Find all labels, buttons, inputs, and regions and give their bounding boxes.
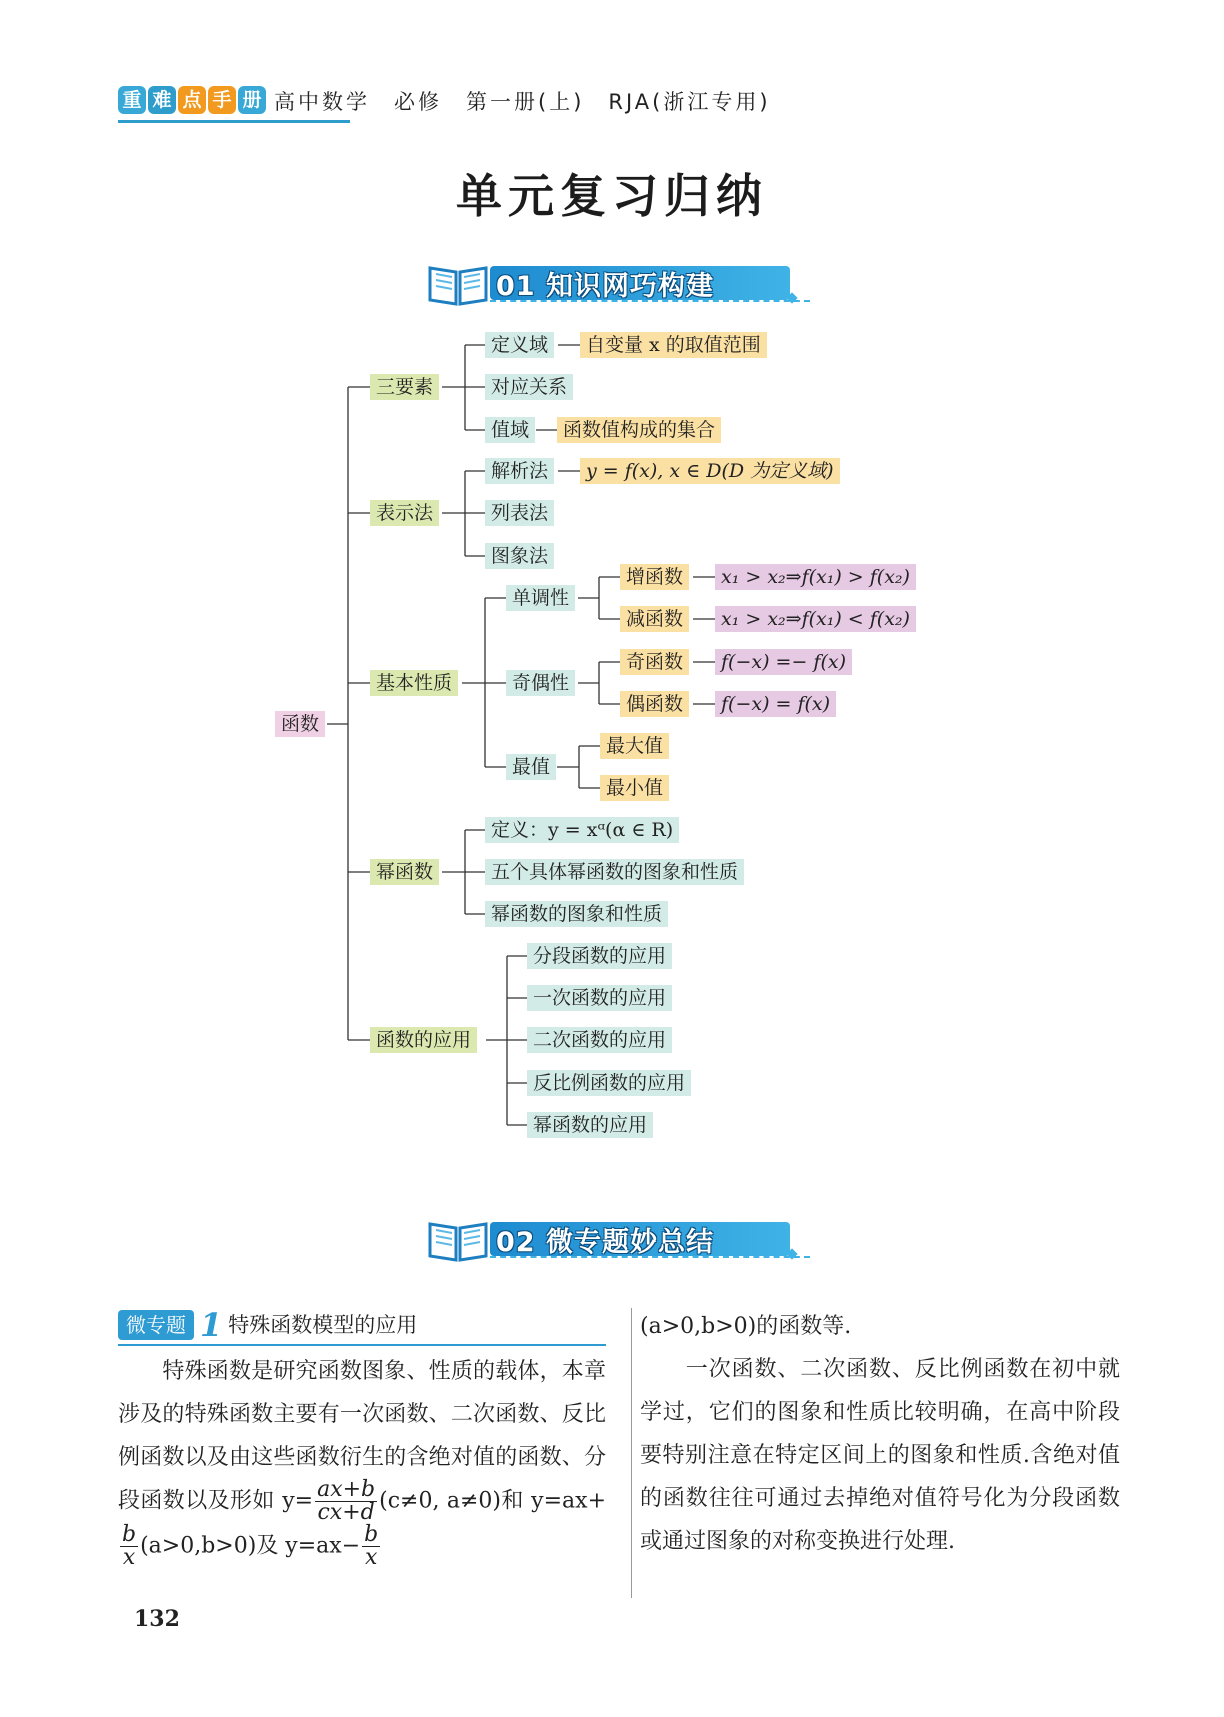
logo-char: 册 xyxy=(238,86,266,114)
book-meta: 高中数学 必修 第一册(上) RJA(浙江专用) xyxy=(274,90,771,114)
node-jiou: 奇偶性 xyxy=(506,670,575,696)
paragraph: 一次函数、二次函数、反比例函数在初中就学过，它们的图象和性质比较明确，在高中阶段要特别注意在特定区间上的图象和性质.含绝对值的函数往往可通过去掉绝对值符号化为分段函数或通过图象的对称变换进行处理. xyxy=(640,1357,1120,1554)
node-zeng-desc: x₁ > x₂⇒f(x₁) > f(x₂) xyxy=(715,564,916,590)
node-yy4: 反比例函数的应用 xyxy=(527,1070,691,1096)
topic-heading xyxy=(118,1306,418,1344)
section-title: 02 微专题妙总结 xyxy=(496,1227,714,1258)
logo-char: 难 xyxy=(148,86,176,114)
node-yy1: 分段函数的应用 xyxy=(527,943,672,969)
node-jian: 减函数 xyxy=(620,606,689,632)
node-duiying: 对应关系 xyxy=(485,374,573,400)
node-mi-tux: 幂函数的图象和性质 xyxy=(485,901,668,927)
node-yy3: 二次函数的应用 xyxy=(527,1027,672,1053)
fraction: $\frac{b}{x}$ xyxy=(122,1522,137,1570)
node-tuxiang: 图象法 xyxy=(485,543,554,569)
node-jiexi: 解析法 xyxy=(485,458,554,484)
node-ou-desc: f(−x) = f(x) xyxy=(715,691,836,717)
node-zuida: 最大值 xyxy=(600,733,669,759)
node-yy5: 幂函数的应用 xyxy=(527,1112,653,1138)
node-biaoshi: 表示法 xyxy=(370,500,439,526)
node-mi-five: 五个具体幂函数的图象和性质 xyxy=(485,859,744,885)
node-mi-def: 定义：y = xᵅ(α ∈ R) xyxy=(485,817,679,843)
node-zeng: 增函数 xyxy=(620,564,689,590)
paragraph: 特殊函数是研究函数图象、性质的载体，本章涉及的特殊函数主要有一次函数、二次函数、反比例函数以及由这些函数衍生的含绝对值的函数、分段函数以及形如 y= $\frac{ax+b}{cx+d}$ (c≠0, a≠0)和 y=ax+ $\frac{b}{x}$ (a>0,b>0)及 y=ax− $\frac{b}{x}$ xyxy=(118,1359,607,1570)
node-jiexi-desc: y = f(x), x ∈ D(D 为定义域) xyxy=(580,458,840,484)
node-zuizhi: 最值 xyxy=(506,754,556,780)
node-ou: 偶函数 xyxy=(620,691,689,717)
node-dantiao: 单调性 xyxy=(506,585,575,611)
open-book-icon xyxy=(426,1214,490,1264)
topic-title: 特殊函数模型的应用 xyxy=(228,1313,418,1337)
column-divider xyxy=(631,1308,632,1598)
fraction: $\frac{b}{x}$ xyxy=(364,1522,379,1570)
node-root: 函数 xyxy=(275,711,325,737)
page-title: 单元复习归纳 xyxy=(456,169,768,223)
right-column xyxy=(640,1305,1120,1563)
node-xingzhi: 基本性质 xyxy=(370,670,458,696)
logo-char: 点 xyxy=(178,86,206,114)
topic-tag: 微专题 xyxy=(118,1310,194,1340)
node-ji-desc: f(−x) =− f(x) xyxy=(715,649,852,675)
topic-underline xyxy=(118,1344,606,1346)
fraction: $\frac{ax+b}{cx+d}$ xyxy=(317,1477,376,1525)
node-dingyiyu: 定义域 xyxy=(485,332,554,358)
node-jian-desc: x₁ > x₂⇒f(x₁) < f(x₂) xyxy=(715,606,916,632)
node-sanyaosu: 三要素 xyxy=(370,374,439,400)
node-mi: 幂函数 xyxy=(370,859,439,885)
section-banner-2 xyxy=(426,1214,816,1264)
node-yy2: 一次函数的应用 xyxy=(527,985,672,1011)
page-number: 132 xyxy=(134,1606,180,1632)
topic-number: 1 xyxy=(200,1306,223,1344)
node-liebiao: 列表法 xyxy=(485,500,554,526)
node-dingyiyu-desc: 自变量 x 的取值范围 xyxy=(580,332,767,358)
node-yingyong: 函数的应用 xyxy=(370,1027,477,1053)
node-zuixiao: 最小值 xyxy=(600,775,669,801)
paragraph: (a>0,b>0)的函数等. xyxy=(640,1314,852,1339)
logo-char: 手 xyxy=(208,86,236,114)
node-zhiyu: 值域 xyxy=(485,417,535,443)
left-column xyxy=(118,1350,606,1569)
node-ji: 奇函数 xyxy=(620,649,689,675)
node-zhiyu-desc: 函数值构成的集合 xyxy=(557,417,721,443)
logo-char: 重 xyxy=(118,86,146,114)
section-title: 01 知识网巧构建 xyxy=(496,271,714,302)
